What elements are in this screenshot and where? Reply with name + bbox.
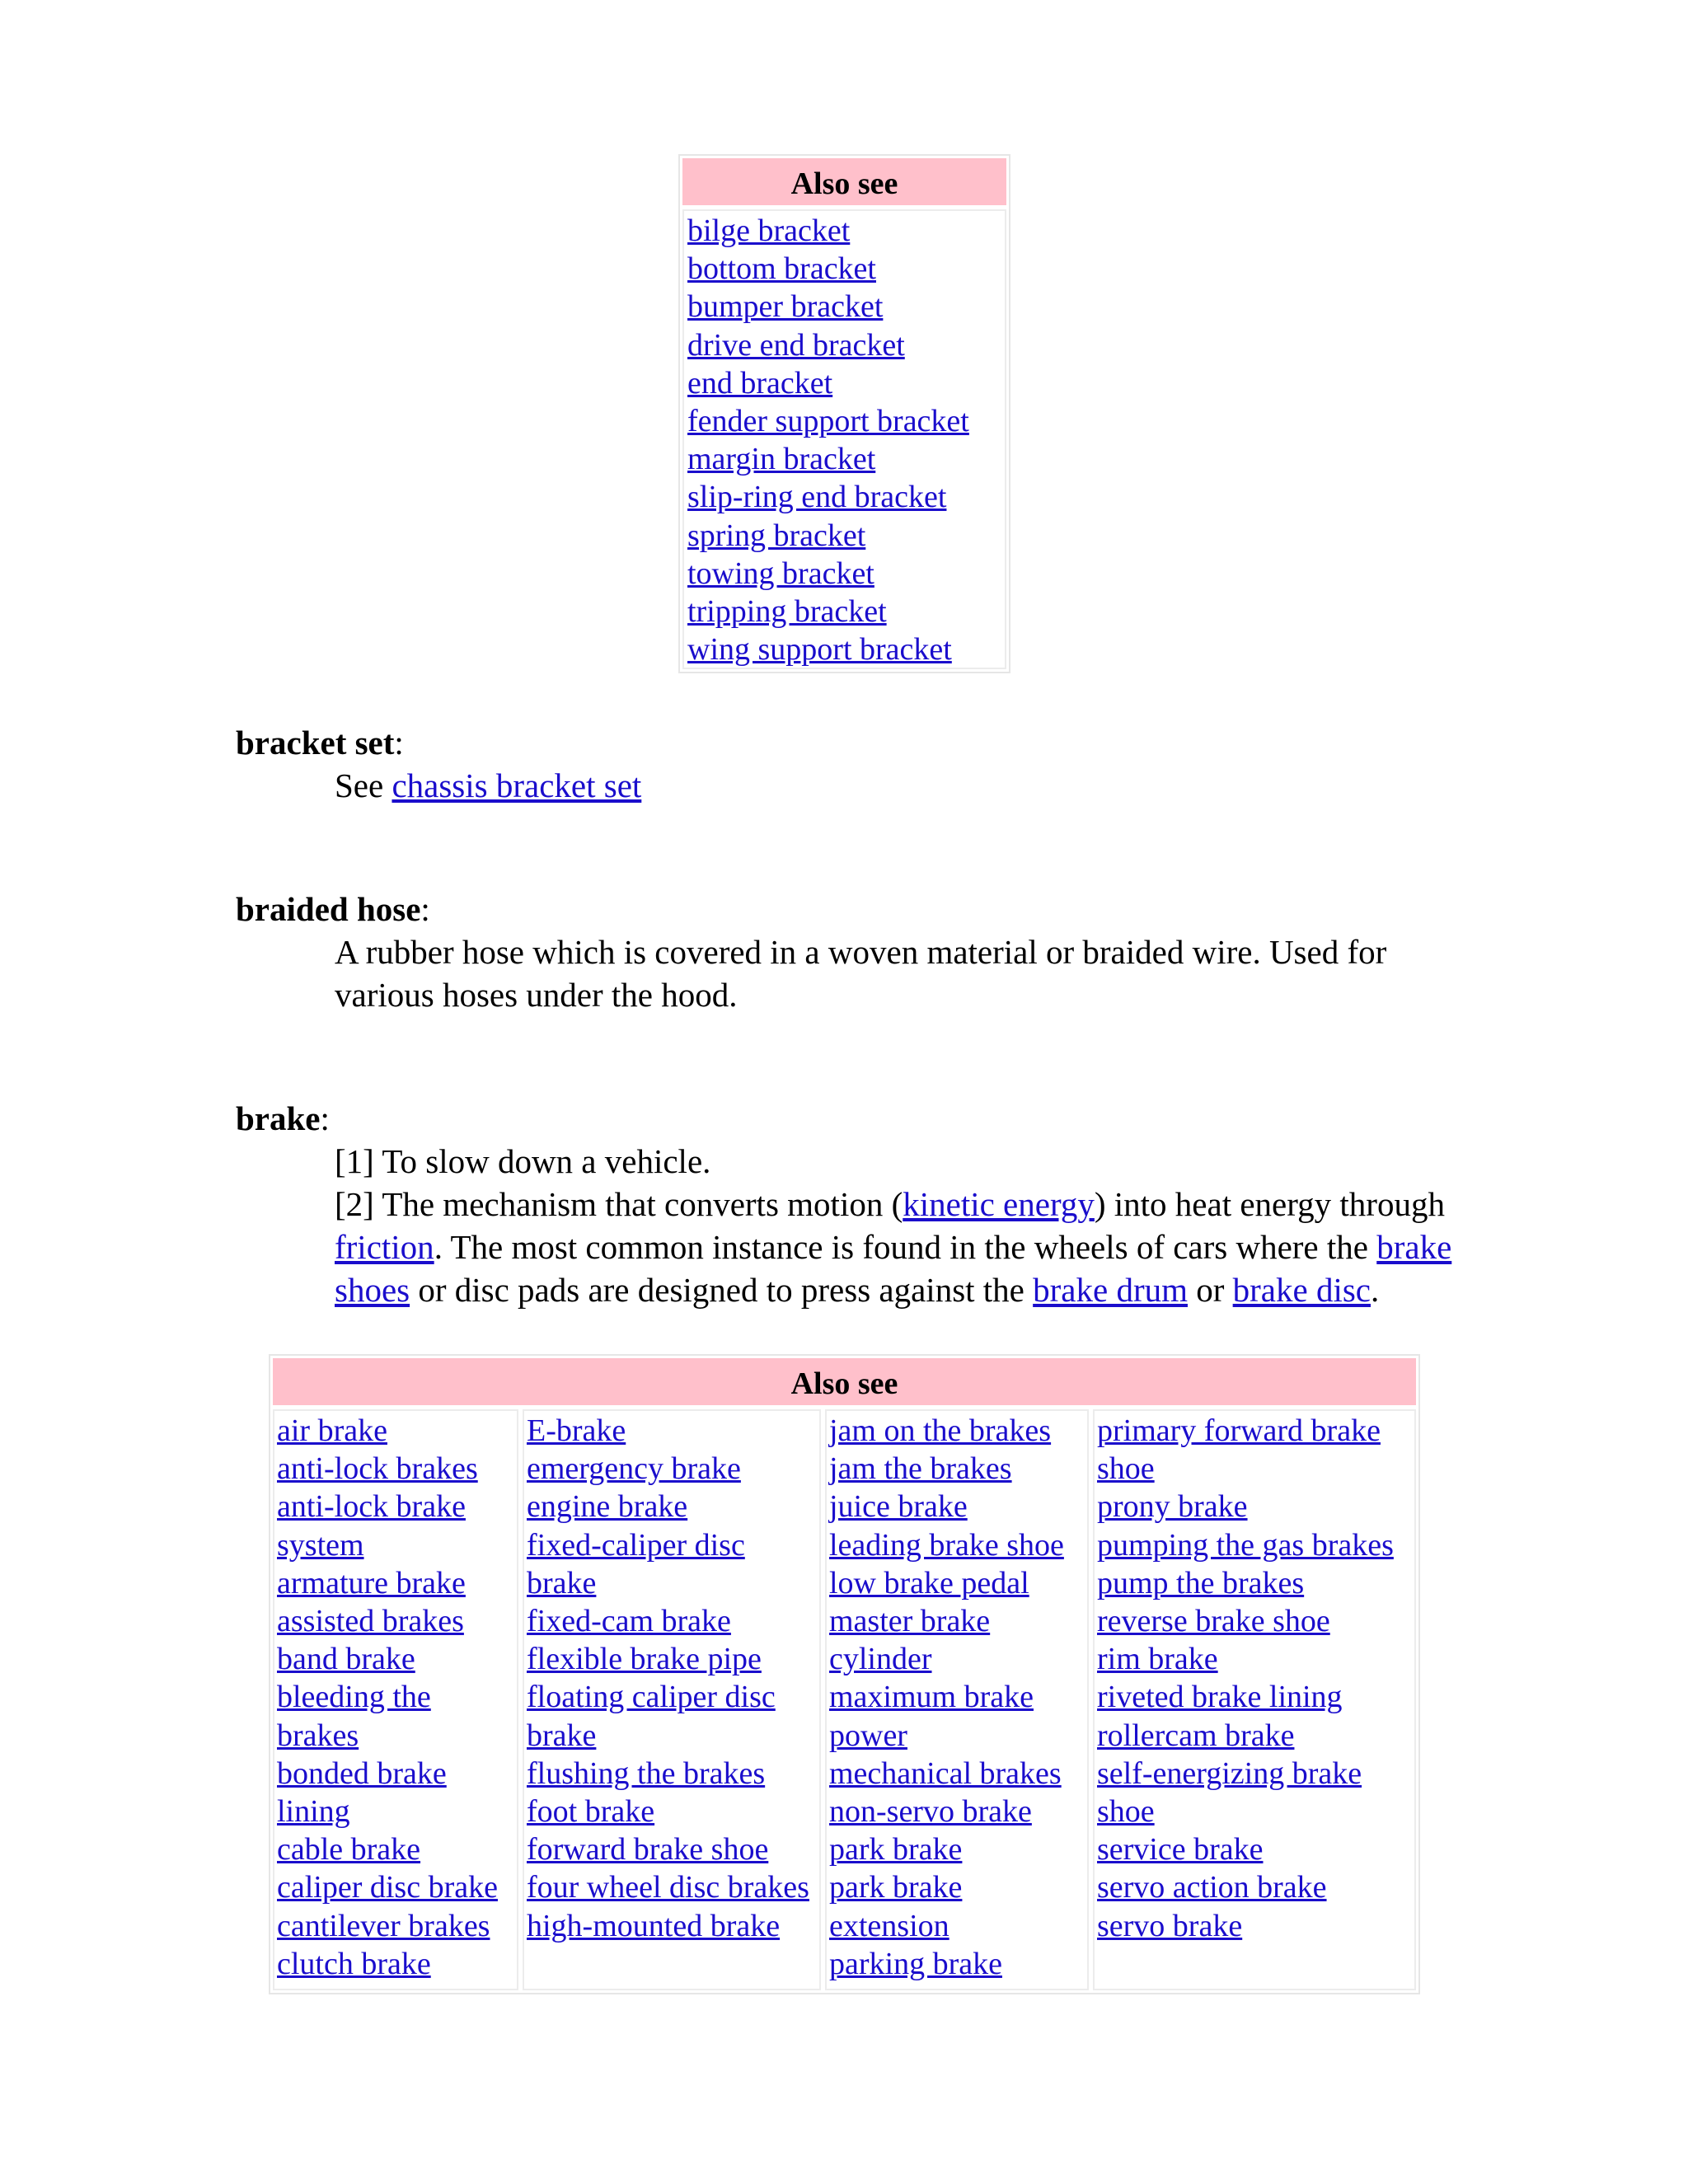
also-see-column-3 (825, 1409, 1089, 1990)
link-margin-bracket[interactable]: margin bracket (687, 442, 876, 477)
link-fixed-cam-brake[interactable]: fixed-cam brake (527, 1604, 731, 1639)
link-servo-action-brake[interactable]: servo action brake (1097, 1870, 1327, 1905)
link-cantilever-brakes[interactable]: cantilever brakes (277, 1908, 490, 1943)
entry-term-bracket-set (236, 721, 404, 764)
link-riveted-brake-lining[interactable]: riveted brake lining (1097, 1680, 1343, 1715)
also-see-link-list (687, 212, 1001, 668)
also-see-item (277, 1488, 514, 1563)
entry-definition-bracket-set (335, 764, 1456, 807)
term-colon: : (420, 890, 430, 928)
also-see-item (829, 1602, 1085, 1678)
also-see-item (1097, 1717, 1412, 1755)
also-see-item (687, 212, 1001, 250)
also-see-item (1097, 1640, 1412, 1678)
also-see-item (687, 402, 1001, 440)
also-see-item (829, 1830, 1085, 1868)
also-see-item (1097, 1488, 1412, 1526)
also-see-item (829, 1526, 1085, 1564)
link-engine-brake[interactable]: engine brake (527, 1489, 688, 1525)
also-see-item (1097, 1564, 1412, 1602)
also-see-item (527, 1450, 817, 1488)
link-band-brake[interactable]: band brake (277, 1642, 415, 1677)
link-non-servo-brake[interactable]: non-servo brake (829, 1794, 1032, 1830)
also-see-item (527, 1793, 817, 1830)
link-towing-bracket[interactable]: towing bracket (687, 555, 874, 591)
text-run: [2] The mechanism that converts motion ( (335, 1185, 903, 1223)
link-park-brake-extension[interactable]: park brake extension (829, 1870, 963, 1943)
also-see-item (687, 517, 1001, 555)
also-see-item (277, 1602, 514, 1640)
also-see-item (829, 1868, 1085, 1944)
also-see-link-list (829, 1412, 1085, 1983)
link-fixed-caliper-disc-brake[interactable]: fixed-caliper disc brake (527, 1527, 745, 1601)
text-run: or disc pads are designed to press against the (410, 1271, 1034, 1309)
link-floating-caliper-disc-brake[interactable]: floating caliper disc brake (527, 1680, 776, 1753)
also-see-item (527, 1640, 817, 1678)
also-see-item (829, 1412, 1085, 1450)
definition-sense-1: [1] To slow down a vehicle. (335, 1142, 711, 1180)
link-chassis-bracket-set[interactable]: chassis bracket set (392, 766, 642, 804)
link-mechanical-brakes[interactable]: mechanical brakes (829, 1755, 1062, 1791)
also-see-heading: Also see (682, 158, 1006, 205)
also-see-item (1097, 1868, 1412, 1906)
link-spring-bracket[interactable]: spring bracket (687, 518, 866, 553)
link-brake-shoes[interactable]: brake shoes (335, 1228, 1452, 1309)
also-see-heading: Also see (273, 1358, 1416, 1405)
also-see-item (277, 1830, 514, 1868)
also-see-item (687, 555, 1001, 593)
entry-term-braided-hose (236, 888, 430, 930)
also-see-item (829, 1793, 1085, 1830)
also-see-item (829, 1755, 1085, 1793)
link-anti-lock-brakes[interactable]: anti-lock brakes (277, 1451, 478, 1487)
link-wing-support-bracket[interactable]: wing support bracket (687, 632, 952, 668)
term-label: brake (236, 1099, 321, 1137)
link-leading-brake-shoe[interactable]: leading brake shoe (829, 1527, 1064, 1563)
definition-sense-2 (335, 1183, 1456, 1311)
link-cable-brake[interactable]: cable brake (277, 1832, 421, 1868)
also-see-item (527, 1678, 817, 1754)
also-see-item (687, 364, 1001, 402)
link-park-brake[interactable]: park brake (829, 1832, 963, 1868)
link-anti-lock-brake-system[interactable]: anti-lock brake system (277, 1489, 466, 1563)
also-see-item (687, 326, 1001, 364)
also-see-link-list (527, 1412, 817, 1945)
also-see-table-bracket (678, 154, 1010, 673)
term-colon: : (320, 1099, 330, 1137)
also-see-item (277, 1640, 514, 1678)
also-see-item (687, 440, 1001, 478)
also-see-column-4 (1093, 1409, 1416, 1990)
link-forward-brake-shoe[interactable]: forward brake shoe (527, 1832, 769, 1868)
link-maximum-brake-power[interactable]: maximum brake power (829, 1680, 1034, 1753)
also-see-table-brake (269, 1354, 1420, 1994)
link-bonded-brake-lining[interactable]: bonded brake lining (277, 1755, 447, 1830)
link-end-bracket[interactable]: end bracket (687, 365, 833, 401)
link-prony-brake[interactable]: prony brake (1097, 1489, 1248, 1525)
also-see-item (1097, 1830, 1412, 1868)
also-see-item (687, 478, 1001, 516)
also-see-item (277, 1678, 514, 1754)
also-see-item (829, 1488, 1085, 1526)
also-see-link-list (277, 1412, 514, 1983)
also-see-item (527, 1907, 817, 1945)
link-drive-end-bracket[interactable]: drive end bracket (687, 327, 905, 363)
also-see-item (1097, 1412, 1412, 1488)
also-see-item (277, 1755, 514, 1830)
term-colon: : (394, 724, 404, 762)
link-reverse-brake-shoe[interactable]: reverse brake shoe (1097, 1604, 1330, 1639)
link-jam-the-brakes[interactable]: jam the brakes (829, 1451, 1012, 1487)
link-primary-forward-brake-shoe[interactable]: primary forward brake shoe (1097, 1413, 1381, 1487)
also-see-item (277, 1945, 514, 1983)
also-see-item (1097, 1678, 1412, 1716)
link-air-brake[interactable]: air brake (277, 1413, 387, 1448)
also-see-item (1097, 1755, 1412, 1830)
also-see-column-1 (273, 1409, 518, 1990)
link-foot-brake[interactable]: foot brake (527, 1794, 655, 1830)
also-see-item (829, 1678, 1085, 1754)
link-tripping-bracket[interactable]: tripping bracket (687, 594, 887, 630)
also-see-item (829, 1945, 1085, 1983)
also-see-item (687, 250, 1001, 288)
link-friction[interactable]: friction (335, 1228, 434, 1266)
also-see-item (527, 1488, 817, 1526)
also-see-item (1097, 1907, 1412, 1945)
link-emergency-brake[interactable]: emergency brake (527, 1451, 741, 1487)
text-run: ) into heat energy through (1094, 1185, 1445, 1223)
link-jam-on-the-brakes[interactable]: jam on the brakes (829, 1413, 1052, 1448)
link-bilge-bracket[interactable]: bilge bracket (687, 213, 851, 248)
link-juice-brake[interactable]: juice brake (829, 1489, 968, 1525)
also-see-columns (273, 1409, 1416, 1990)
link-parking-brake[interactable]: parking brake (829, 1946, 1002, 1981)
link-bottom-bracket[interactable]: bottom bracket (687, 251, 876, 287)
link-service-brake[interactable]: service brake (1097, 1832, 1264, 1868)
link-four-wheel-disc-brakes[interactable]: four wheel disc brakes (527, 1870, 809, 1905)
also-see-item (829, 1564, 1085, 1602)
link-pump-the-brakes[interactable]: pump the brakes (1097, 1565, 1305, 1601)
term-label: bracket set (236, 724, 395, 762)
link-flushing-the-brakes[interactable]: flushing the brakes (527, 1755, 766, 1791)
link-brake-drum[interactable]: brake drum (1033, 1271, 1188, 1309)
entry-definition-brake (335, 1140, 1456, 1311)
also-see-item (527, 1755, 817, 1793)
text-run: . The most common instance is found in the wheels of cars where the (434, 1228, 1377, 1266)
also-see-item (1097, 1526, 1412, 1564)
also-see-item (1097, 1602, 1412, 1640)
text-run: or (1187, 1271, 1233, 1309)
also-see-item (277, 1907, 514, 1945)
link-rollercam-brake[interactable]: rollercam brake (1097, 1718, 1295, 1753)
link-assisted-brakes[interactable]: assisted brakes (277, 1604, 464, 1639)
also-see-item (687, 630, 1001, 668)
link-slip-ring-end-bracket[interactable]: slip-ring end bracket (687, 480, 947, 515)
link-bleeding-the-brakes[interactable]: bleeding the brakes (277, 1680, 431, 1753)
link-high-mounted-brake[interactable]: high-mounted brake (527, 1908, 781, 1943)
also-see-item (527, 1602, 817, 1640)
link-pumping-the-gas-brakes[interactable]: pumping the gas brakes (1097, 1527, 1394, 1563)
see-prefix: See (335, 766, 392, 804)
link-flexible-brake-pipe[interactable]: flexible brake pipe (527, 1642, 762, 1677)
link-master-brake-cylinder[interactable]: master brake cylinder (829, 1604, 991, 1677)
term-label: braided hose (236, 890, 421, 928)
also-see-item (277, 1412, 514, 1450)
also-see-item (687, 593, 1001, 630)
entry-term-brake (236, 1097, 330, 1140)
link-kinetic-energy[interactable]: kinetic energy (903, 1185, 1095, 1223)
also-see-item (527, 1830, 817, 1868)
also-see-item (829, 1450, 1085, 1488)
link-bumper-bracket[interactable]: bumper bracket (687, 289, 884, 325)
also-see-item (527, 1526, 817, 1602)
link-rim-brake[interactable]: rim brake (1097, 1642, 1218, 1677)
link-brake-disc[interactable]: brake disc (1232, 1271, 1371, 1309)
link-armature-brake[interactable]: armature brake (277, 1565, 466, 1601)
link-fender-support-bracket[interactable]: fender support bracket (687, 404, 969, 439)
entry-definition-braided-hose (335, 930, 1456, 1016)
also-see-item (687, 288, 1001, 326)
also-see-column-2 (523, 1409, 821, 1990)
also-see-item (527, 1412, 817, 1450)
definition-text: A rubber hose which is covered in a woven material or braided wire. Used for various hoses under the hood. (335, 933, 1387, 1014)
link-self-energizing-brake-shoe[interactable]: self-energizing brake shoe (1097, 1755, 1362, 1830)
also-see-item (277, 1868, 514, 1906)
link-caliper-disc-brake[interactable]: caliper disc brake (277, 1870, 498, 1905)
link-low-brake-pedal[interactable]: low brake pedal (829, 1565, 1029, 1601)
also-see-cell (682, 209, 1006, 669)
link-servo-brake[interactable]: servo brake (1097, 1908, 1243, 1943)
also-see-item (527, 1868, 817, 1906)
also-see-link-list (1097, 1412, 1412, 1945)
also-see-item (277, 1450, 514, 1488)
link-e-brake[interactable]: E-brake (527, 1413, 626, 1448)
also-see-item (277, 1564, 514, 1602)
link-clutch-brake[interactable]: clutch brake (277, 1946, 431, 1981)
text-run: . (1370, 1271, 1380, 1309)
